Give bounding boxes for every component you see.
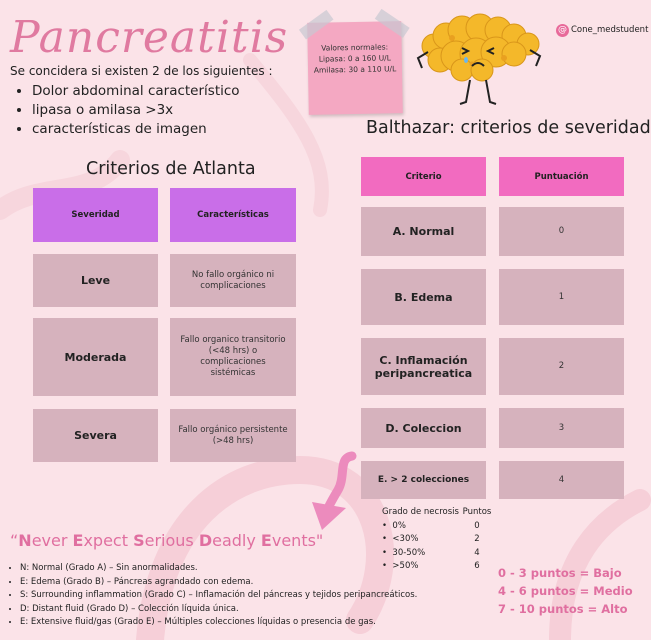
balthazar-score-c: 2	[499, 338, 624, 395]
page-title: Pancreatitis	[10, 12, 289, 63]
balthazar-title: Balthazar: criterios de severidad	[366, 118, 651, 138]
atlanta-severity-severa: Severa	[33, 409, 158, 462]
necrosis-points: 6	[474, 561, 480, 571]
intro-text: Se concidera si existen 2 de los siguientes :	[10, 64, 273, 78]
pancreas-mascot-icon	[412, 8, 552, 112]
balthazar-score-d: 3	[499, 408, 624, 448]
necrosis-header-points: Puntos	[462, 507, 492, 517]
balthazar-header-criterion: Criterio	[361, 157, 486, 196]
at-icon: @	[558, 25, 567, 35]
list-item: • características de imagen	[32, 120, 240, 139]
balthazar-criterion-d: D. Coleccion	[361, 408, 486, 448]
balthazar-criterion-e: E. > 2 colecciones	[361, 461, 486, 499]
atlanta-severity-moderada: Moderada	[33, 318, 158, 396]
balthazar-score-b: 1	[499, 269, 624, 325]
balthazar-score-a: 0	[499, 207, 624, 256]
atlanta-header-severity: Severidad	[33, 188, 158, 242]
atlanta-title: Criterios de Atlanta	[86, 159, 256, 179]
necrosis-grade: • >50%	[382, 561, 419, 571]
score-low: 0 - 3 puntos = Bajo	[498, 566, 622, 580]
necrosis-grade: • 30-50%	[382, 547, 426, 558]
atlanta-header-characteristics: Características	[170, 188, 296, 242]
note-lipase: Lipasa: 0 a 160 U/L	[318, 53, 391, 64]
necrosis-points: 0	[474, 520, 480, 531]
necrosis-grade: • <30%	[382, 534, 419, 544]
author-handle	[556, 24, 648, 37]
score-interpretation	[498, 564, 633, 618]
score-medium: 4 - 6 puntos = Medio	[498, 584, 633, 598]
list-item: • Dolor abdominal característico	[32, 82, 240, 101]
necrosis-points: 2	[474, 534, 480, 544]
atlanta-severity-leve: Leve	[33, 254, 158, 307]
list-item: • E: Edema (Grado B) – Páncreas agrandado con edema.	[20, 576, 417, 590]
atlanta-desc-moderada: Fallo organico transitorio (<48 hrs) o complicaciones sistémicas	[170, 318, 296, 396]
diagnostic-criteria-list	[10, 82, 240, 139]
list-item: • D: Distant fluid (Grado D) – Colección líquida única.	[20, 603, 417, 617]
list-item: • E: Extensive fluid/gas (Grado E) – Múltiples colecciones líquidas o presencia de gas.	[20, 616, 417, 630]
necrosis-header-grade: Grado de necrosis	[382, 507, 459, 517]
handle-name: Cone_medstudent	[571, 25, 649, 35]
mnemonic-title: “Never Expect Serious Deadly Events"	[10, 531, 324, 550]
list-item: • S: Surrounding inflammation (Grado C) – Inflamación del páncreas y tejidos peripancreáticos.	[20, 589, 417, 603]
necrosis-grade: • 0%	[382, 520, 406, 531]
atlanta-desc-leve: No fallo orgánico ni complicaciones	[170, 254, 296, 307]
score-high: 7 - 10 puntos = Alto	[498, 602, 628, 616]
note-amylase: Amilasa: 30 a 110 U/L	[313, 64, 397, 75]
mnemonic-list	[6, 562, 417, 630]
curved-arrow-icon	[300, 450, 370, 535]
note-heading: Valores normales:	[321, 42, 389, 53]
atlanta-desc-severa: Fallo orgánico persistente (>48 hrs)	[170, 409, 296, 462]
balthazar-score-e: 4	[499, 461, 624, 499]
necrosis-points: 4	[474, 547, 480, 558]
balthazar-criterion-c: C. Inflamación peripancreatica	[361, 338, 486, 395]
balthazar-criterion-b: B. Edema	[361, 269, 486, 325]
balthazar-criterion-a: A. Normal	[361, 207, 486, 256]
normal-values-note	[307, 21, 403, 115]
list-item: • lipasa o amilasa >3x	[32, 101, 240, 120]
balthazar-header-score: Puntuación	[499, 157, 624, 196]
list-item: • N: Normal (Grado A) – Sin anormalidades.	[20, 562, 417, 576]
